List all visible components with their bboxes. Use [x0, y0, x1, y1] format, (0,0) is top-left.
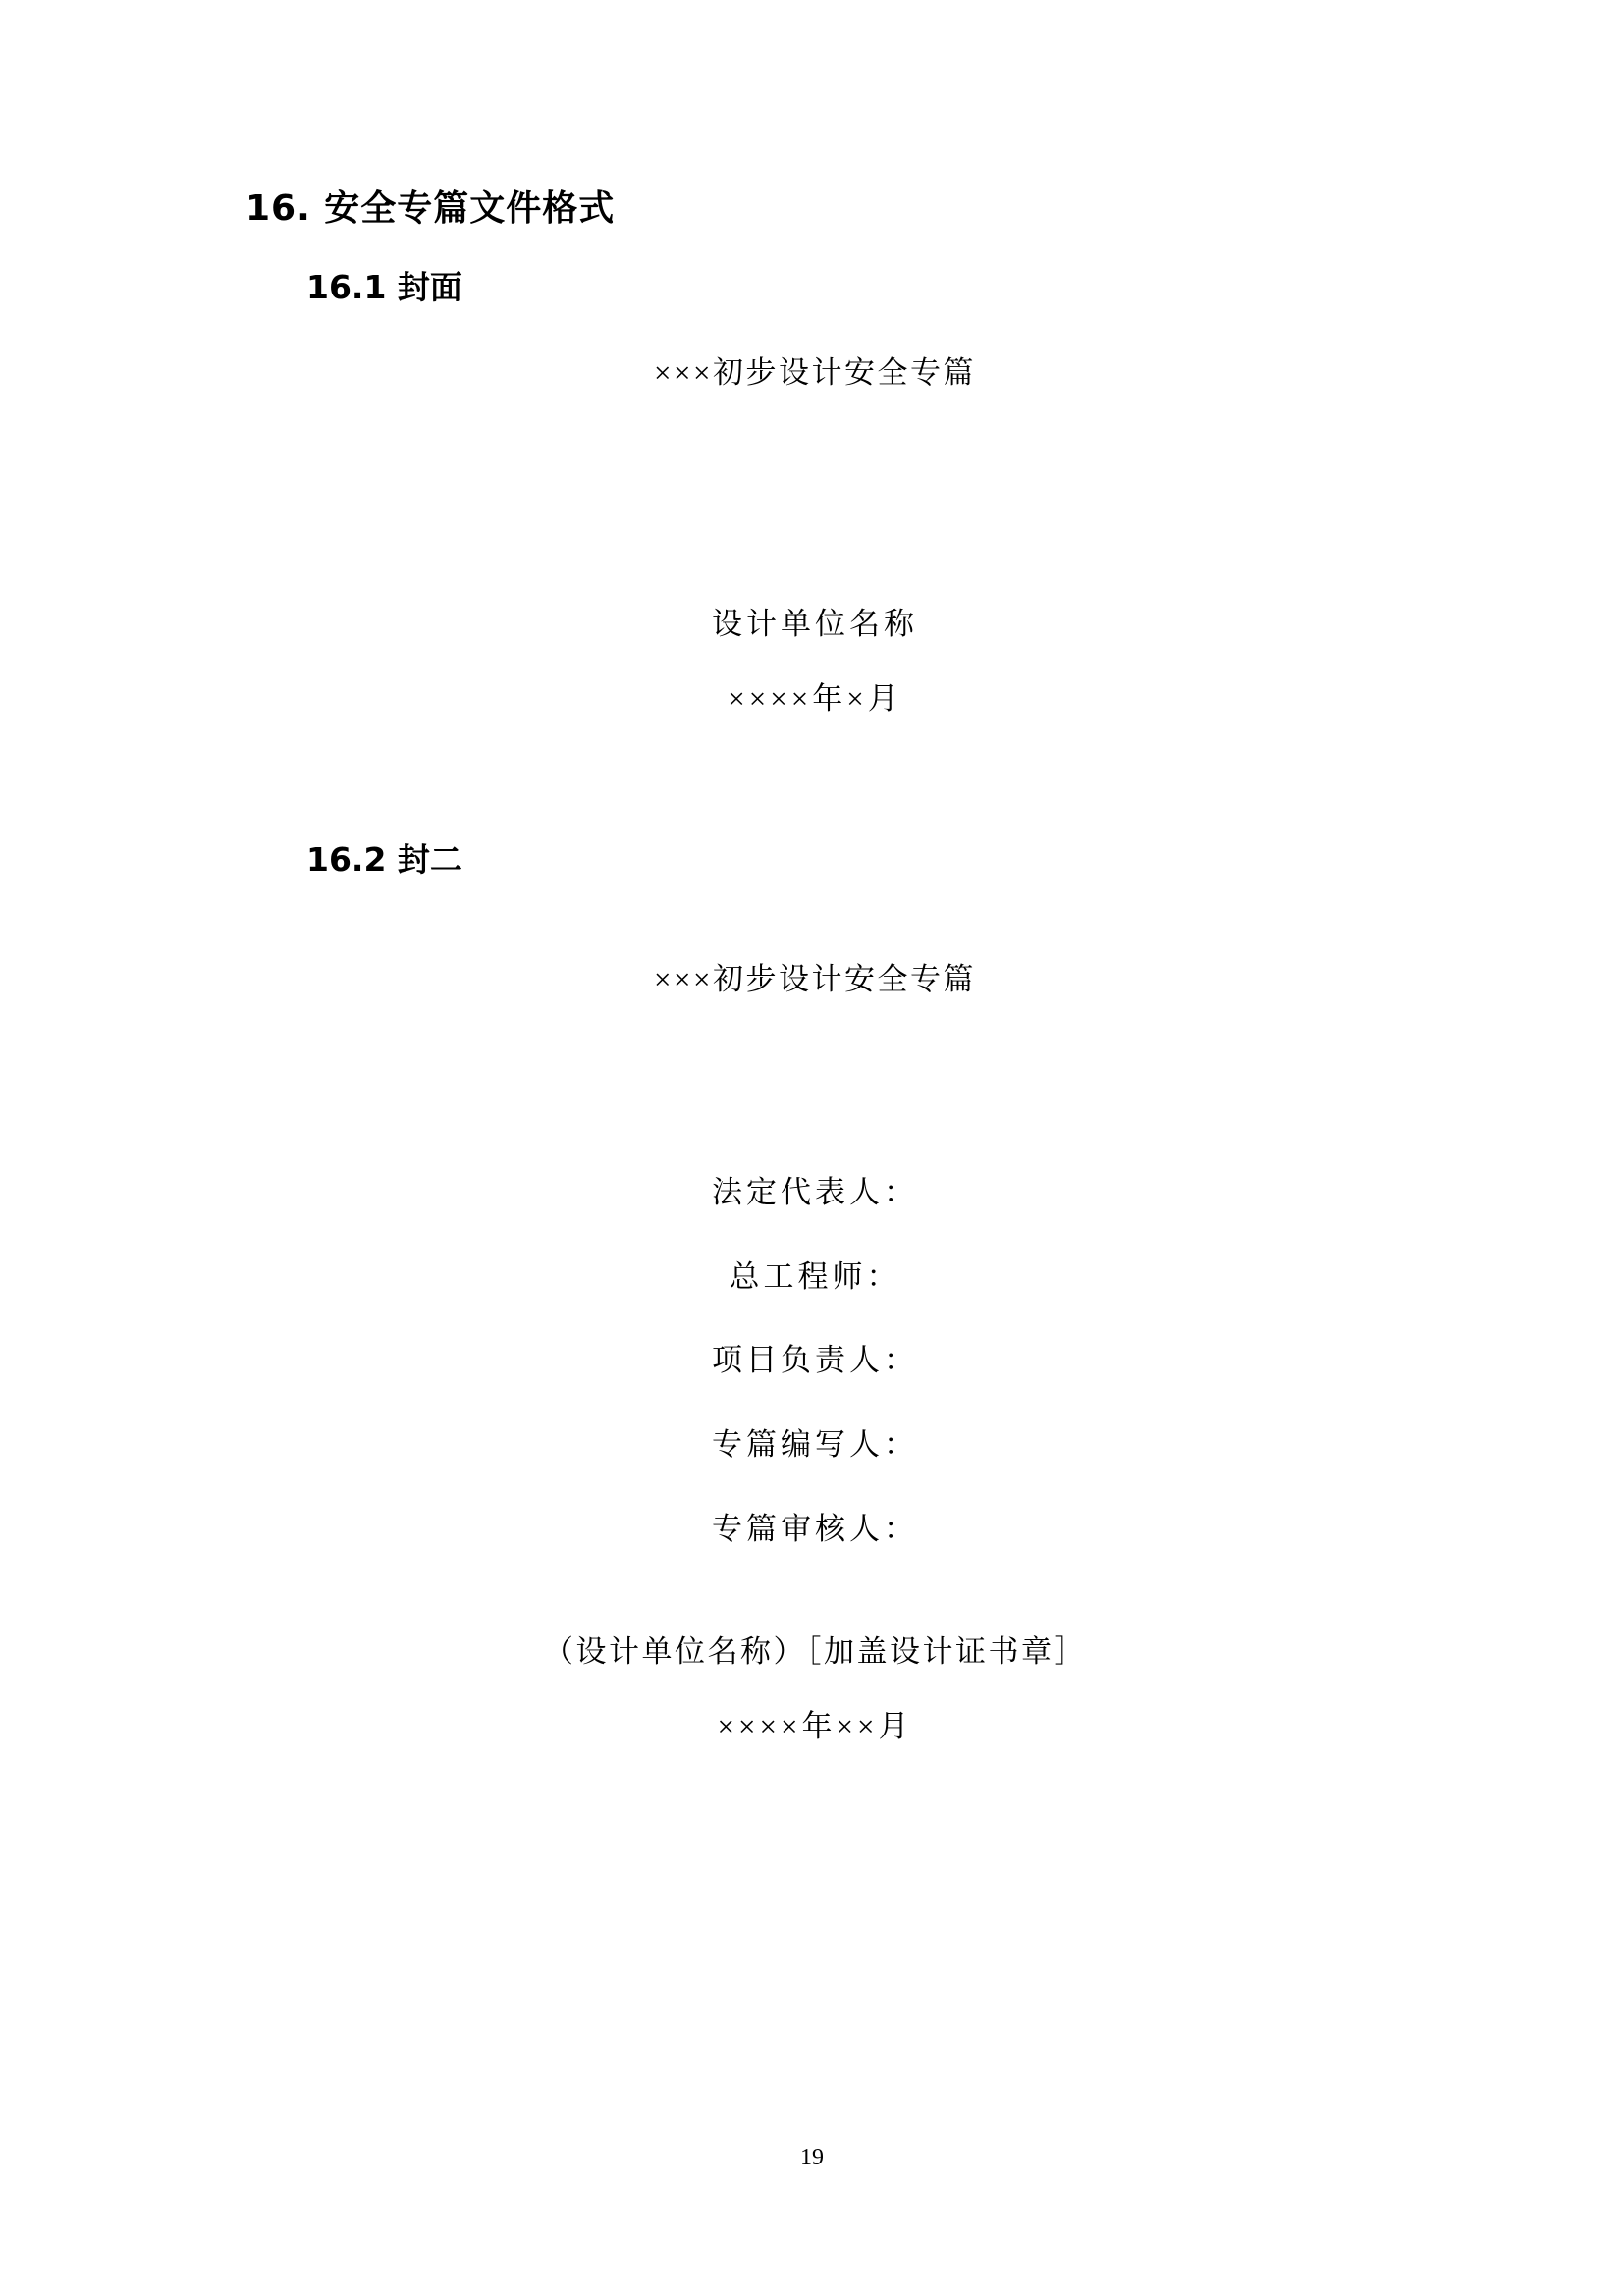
cover-title-line: ×××初步设计安全专篇 [654, 355, 976, 391]
spacer [245, 1003, 1384, 1168]
cover-page-block [245, 348, 1384, 722]
cover-date-line: ××××年×月 [728, 680, 902, 716]
spacer [245, 309, 1384, 348]
signature-line-legal-representative: 法定代表人： [712, 1175, 918, 1210]
page-number: 19 [800, 2145, 824, 2170]
spacer [245, 398, 1384, 600]
section-heading-16-1: 16.1 封面 [306, 267, 462, 306]
section-heading-16-2: 16.2 封二 [306, 840, 462, 880]
cover-unit-name: 设计单位名称 [712, 606, 918, 641]
signature-line-author: 专篇编写人： [712, 1427, 918, 1463]
inside-cover-unit-line: （设计单位名称）［加盖设计证书章］ [543, 1634, 1087, 1670]
spacer [245, 649, 1384, 674]
spacer [245, 722, 1384, 838]
page-title: 16. 安全专篇文件格式 [245, 188, 616, 229]
signature-line-reviewer: 专篇审核人： [712, 1511, 918, 1546]
spacer [245, 1677, 1384, 1702]
inside-cover-date-line: ××××年××月 [717, 1708, 913, 1743]
page-content [245, 187, 1384, 1750]
signature-line-chief-engineer: 总工程师： [729, 1258, 901, 1294]
signature-block [245, 1168, 1384, 1553]
spacer [245, 1588, 1384, 1628]
spacer [245, 882, 1384, 955]
signature-line-project-manager: 项目负责人： [712, 1343, 918, 1378]
inside-cover-title-line: ×××初步设计安全专篇 [654, 961, 976, 996]
inside-cover-block [245, 955, 1384, 1751]
